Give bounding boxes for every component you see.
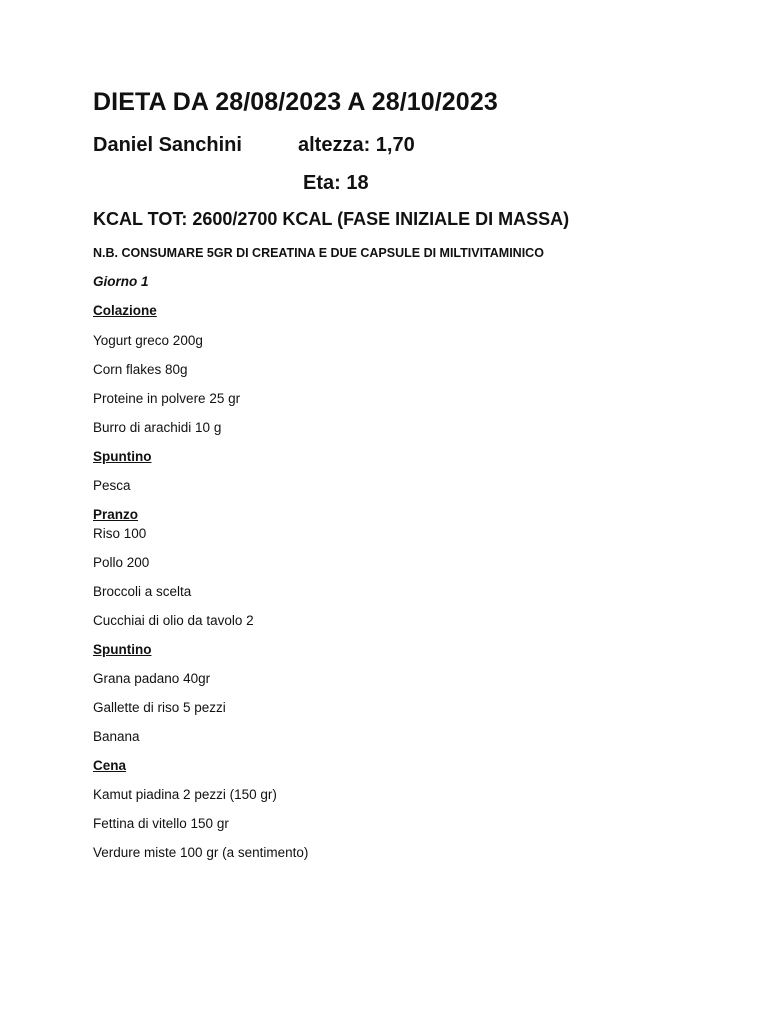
- list-item: Pesca: [93, 478, 131, 493]
- section-spuntino-heading: Spuntino: [93, 449, 152, 464]
- list-item: Proteine in polvere 25 gr: [93, 391, 241, 406]
- person-name: Daniel Sanchini: [93, 134, 242, 156]
- list-item: Burro di arachidi 10 g: [93, 420, 222, 435]
- section-spuntino-2-heading: Spuntino: [93, 642, 152, 657]
- section-pranzo-heading: Pranzo: [93, 507, 139, 522]
- supplement-note: N.B. CONSUMARE 5GR DI CREATINA E DUE CAPSULE DI MILTIVITAMINICO: [93, 246, 544, 260]
- list-item: Corn flakes 80g: [93, 362, 188, 377]
- list-item: Gallette di riso 5 pezzi: [93, 700, 226, 715]
- list-item: Kamut piadina 2 pezzi (150 gr): [93, 787, 277, 802]
- list-item: Verdure miste 100 gr (a sentimento): [93, 845, 309, 860]
- list-item: Yogurt greco 200g: [93, 333, 203, 348]
- list-item: Cucchiai di olio da tavolo 2: [93, 613, 254, 628]
- list-item: Broccoli a scelta: [93, 584, 192, 599]
- person-age: Eta: 18: [303, 172, 369, 194]
- list-item: Banana: [93, 729, 140, 744]
- document-title: DIETA DA 28/08/2023 A 28/10/2023: [93, 88, 498, 116]
- day-heading: Giorno 1: [93, 274, 149, 289]
- list-item: Fettina di vitello 150 gr: [93, 816, 229, 831]
- list-item: Grana padano 40gr: [93, 671, 211, 686]
- list-item: Riso 100: [93, 526, 147, 541]
- person-height: altezza: 1,70: [298, 134, 415, 156]
- list-item: Pollo 200: [93, 555, 150, 570]
- section-colazione-heading: Colazione: [93, 303, 157, 318]
- section-cena-heading: Cena: [93, 758, 127, 773]
- total-kcal: KCAL TOT: 2600/2700 KCAL (FASE INIZIALE DI MASSA): [93, 209, 570, 229]
